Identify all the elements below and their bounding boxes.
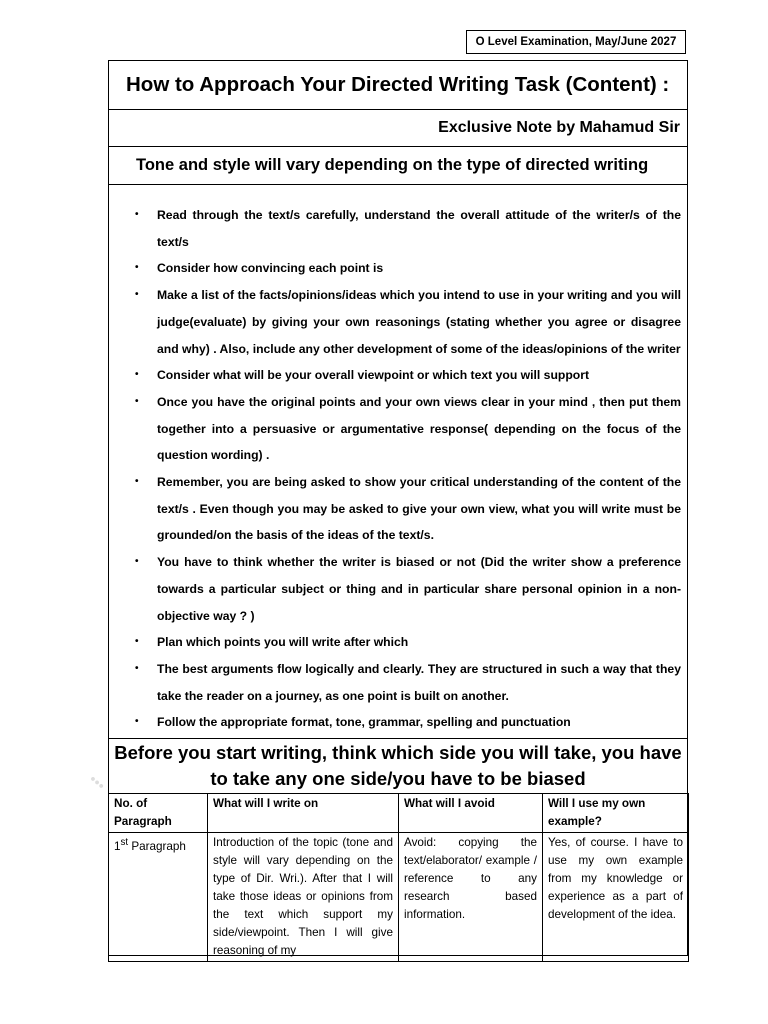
author-credit: Exclusive Note by Mahamud Sir bbox=[438, 119, 680, 136]
avoid-cell: Avoid: copying the text/elaborator/ example / reference to any research based information. bbox=[399, 833, 543, 962]
list-item-text: Read through the text/s carefully, understand the overall attitude of the writer/s of the text/s bbox=[157, 208, 681, 249]
list-item bbox=[109, 656, 681, 709]
list-item bbox=[109, 389, 681, 469]
list-item bbox=[109, 255, 681, 282]
list-item-text: Plan which points you will write after which bbox=[157, 635, 409, 650]
bullet-icon: • bbox=[135, 636, 139, 648]
list-item-text: Consider what will be your overall viewpoint or which text you will support bbox=[157, 368, 590, 383]
paragraph-plan-table bbox=[108, 793, 689, 962]
list-item-text: Once you have the original points and your own views clear in your mind , then put them together into a persuasive or argumentative response( depending on the focus of the question wording) . bbox=[157, 394, 681, 463]
paragraph-cell bbox=[109, 833, 208, 962]
bullet-icon: • bbox=[135, 662, 139, 674]
paragraph-ordinal: st bbox=[120, 837, 129, 848]
bullet-icon: • bbox=[135, 289, 139, 301]
author-row bbox=[109, 110, 687, 147]
list-item bbox=[109, 202, 681, 255]
list-item bbox=[109, 282, 681, 362]
list-item bbox=[109, 709, 681, 736]
bullet-icon: • bbox=[135, 556, 139, 568]
list-item-text: You have to think whether the writer is biased or not (Did the writer show a preference towards a particular subject or thing and in particular share personal opinion in a non-objective way ? ) bbox=[157, 555, 681, 623]
tips-list bbox=[109, 185, 687, 736]
tone-note: Tone and style will vary depending on the type of directed writing bbox=[136, 156, 649, 174]
column-header: What will I write on bbox=[208, 794, 399, 833]
bullet-icon: • bbox=[135, 476, 139, 488]
side-heading-row bbox=[109, 739, 687, 793]
note-frame bbox=[108, 60, 688, 956]
tips-section bbox=[109, 185, 687, 739]
table-header-row bbox=[109, 794, 689, 833]
table-row bbox=[109, 833, 689, 962]
list-item-text: Follow the appropriate format, tone, grammar, spelling and punctuation bbox=[157, 715, 571, 730]
column-header: No. of Paragraph bbox=[109, 794, 208, 833]
bullet-icon: • bbox=[135, 395, 139, 407]
bullet-icon: • bbox=[135, 369, 139, 381]
exam-label: O Level Examination, May/June 2027 bbox=[466, 30, 686, 54]
bullet-icon: • bbox=[135, 716, 139, 728]
list-item-text: Remember, you are being asked to show your critical understanding of the content of the text/s . Even though you may be asked to give your own view, what you will write must be grounded/on the basis of the ideas of the text/s. bbox=[157, 475, 681, 543]
page-title: How to Approach Your Directed Writing Task (Content) : bbox=[126, 73, 670, 96]
watermark: ●●● bbox=[87, 773, 107, 792]
tone-row bbox=[109, 147, 687, 185]
column-header: What will I avoid bbox=[399, 794, 543, 833]
own-example-cell: Yes, of course. I have to use my own example from my knowledge or experience as a part of development of the idea. bbox=[543, 833, 689, 962]
list-item-text: Make a list of the facts/opinions/ideas which you intend to use in your writing and you will judge(evaluate) by giving your own reasonings (stating whether you agree or disagree and why) . Also, include any other development of some of the ideas/opinions of the writer bbox=[157, 288, 681, 356]
list-item bbox=[109, 549, 681, 629]
bullet-icon: • bbox=[135, 209, 139, 220]
write-on-cell: Introduction of the topic (tone and style will vary depending on the type of Dir. Wri.). After that I will take those ideas or opinions from the text which support my side/viewpoint. Then I will give reasoning of my bbox=[208, 833, 399, 962]
paragraph-number: 1 bbox=[114, 839, 121, 853]
paragraph-word: Paragraph bbox=[128, 839, 186, 853]
list-item bbox=[109, 469, 681, 549]
title-row bbox=[109, 61, 687, 110]
list-item-text: Consider how convincing each point is bbox=[157, 261, 384, 276]
list-item bbox=[109, 629, 681, 656]
list-item-text: The best arguments flow logically and clearly. They are structured in such a way that they take the reader on a journey, as one point is built on another. bbox=[157, 661, 681, 703]
column-header: Will I use my own example? bbox=[543, 794, 689, 833]
bullet-icon: • bbox=[135, 262, 139, 274]
list-item bbox=[109, 362, 681, 389]
side-heading: Before you start writing, think which side you will take, you have to take any one side/you have to be biased bbox=[114, 742, 682, 789]
